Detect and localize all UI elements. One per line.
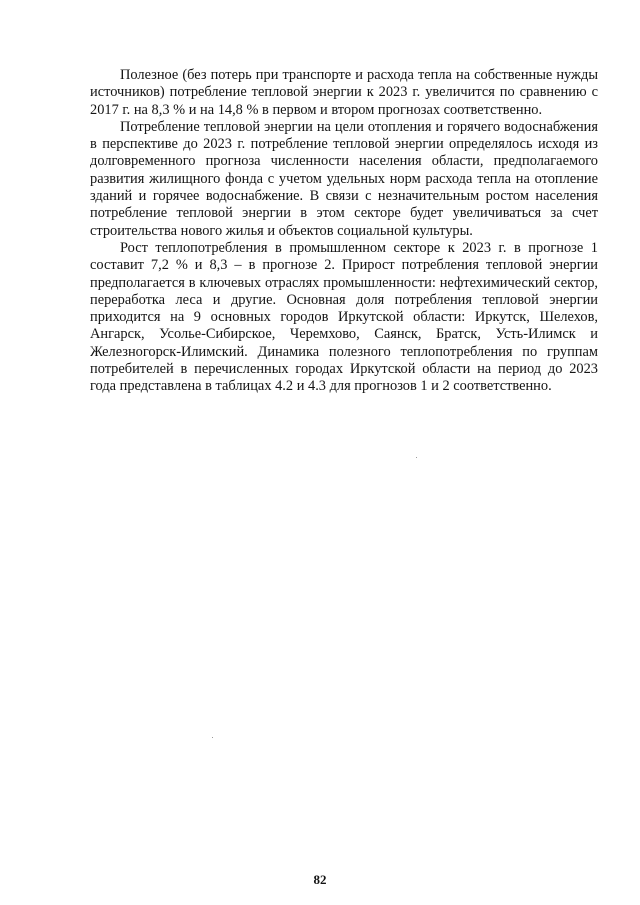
page-number: 82 — [313, 872, 327, 887]
paragraph-useful-consumption: Полезное (без потерь при транспорте и расхода тепла на собственные нужды источников) потребление тепловой энергии к 2023 г. увеличится по сравнению с 2017 г. на 8,3 % и на 14,8 % в первом и втором прогнозах соответственно. — [90, 67, 598, 118]
document-body — [90, 67, 598, 396]
paragraph-heating-consumption: Потребление тепловой энергии на цели отопления и горячего водоснабжения в перспективе до 2023 г. потребление тепловой энергии определялось исходя из долговременного прогноза численности населения области, предполагаемого развития жилищного фонда с учетом удельных норм расхода тепла на отопление зданий и горячее водоснабжение. В связи с незначительным ростом населения потребление тепловой энергии в этом секторе будет увеличиваться за счет строительства нового жилья и объектов социальной культуры. — [90, 118, 598, 239]
scan-speck — [416, 457, 417, 458]
scan-speck — [212, 737, 213, 738]
paragraph-industrial-consumption: Рост теплопотребления в промышленном секторе к 2023 г. в прогнозе 1 составит 7,2 % и 8,3 – в прогнозе 2. Прирост потребления тепловой энергии предполагается в ключевых отраслях промышленности: нефтехимический сектор, переработка леса и другие. Основная доля потребления тепловой энергии приходится на 9 основных городов Иркутской области: Иркутск, Шелехов, Ангарск, Усолье-Сибирское, Черемхово, Саянск, Братск, Усть-Илимск и Железногорск-Илимский. Динамика полезного теплопотребления по группам потребителей в перечисленных городах Иркутской области на период до 2023 года представлена в таблицах 4.2 и 4.3 для прогнозов 1 и 2 соответственно. — [90, 239, 598, 395]
